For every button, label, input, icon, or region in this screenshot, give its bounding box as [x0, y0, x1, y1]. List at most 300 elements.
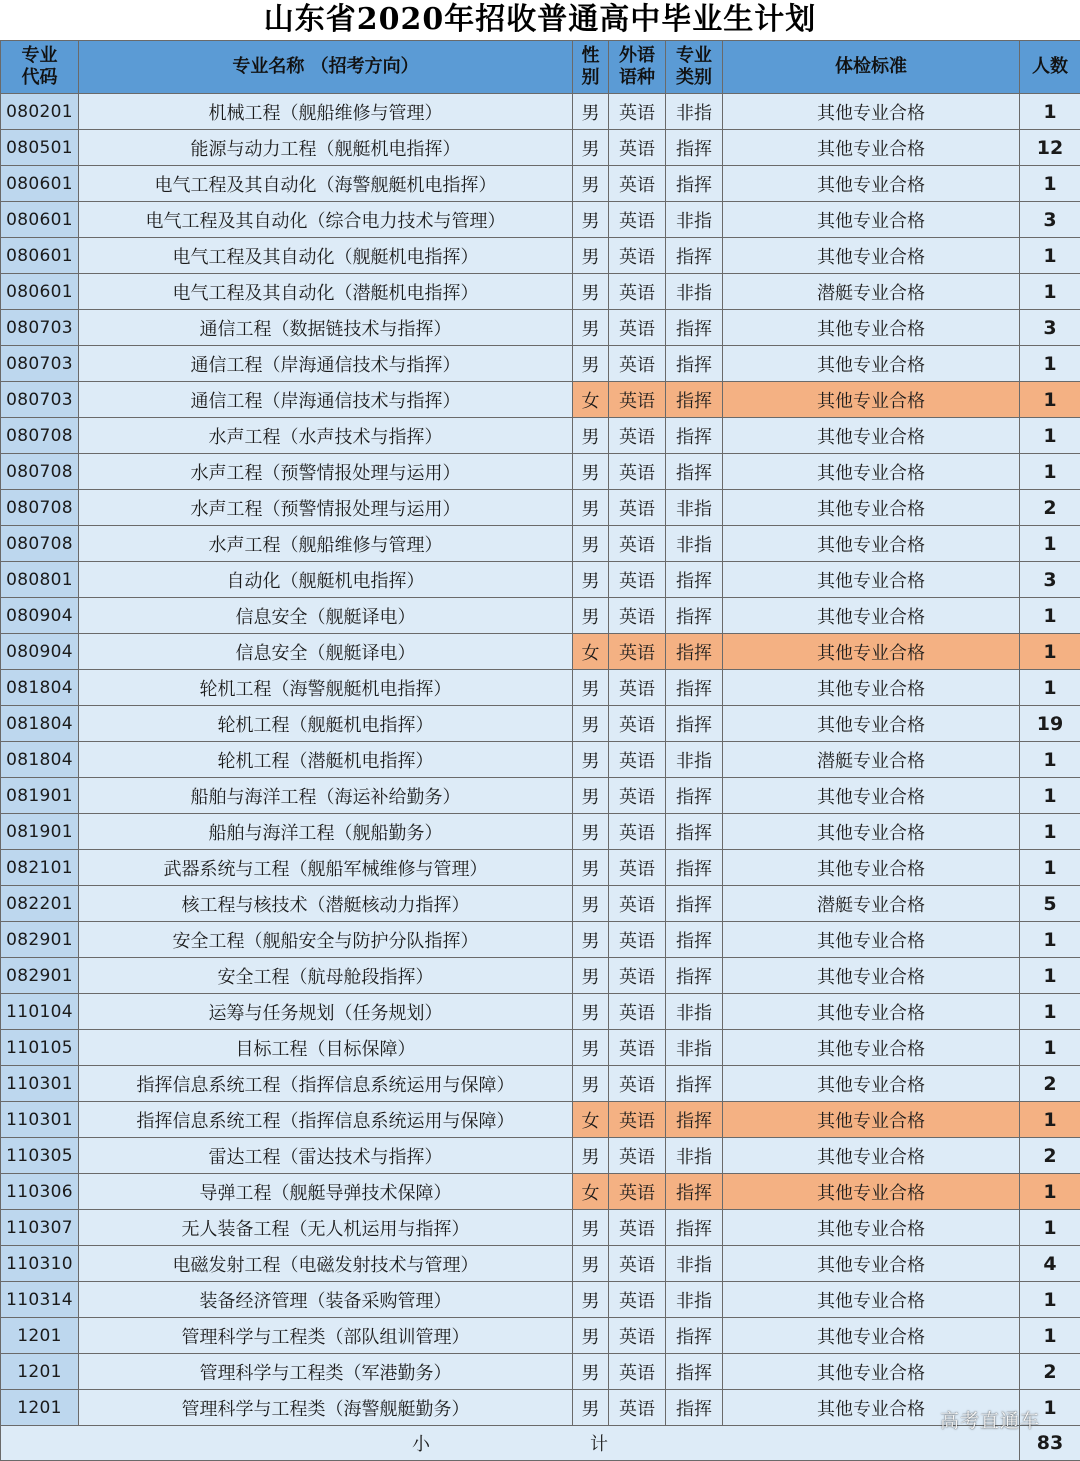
cell-physical: 其他专业合格 [723, 1390, 1020, 1426]
cell-gender: 女 [573, 1174, 609, 1210]
cell-category: 非指 [666, 1030, 723, 1066]
table-row [1, 1318, 1080, 1354]
cell-category: 指挥 [666, 1354, 723, 1390]
cell-code: 082901 [1, 922, 79, 958]
cell-count: 1 [1020, 958, 1080, 994]
cell-physical: 其他专业合格 [723, 1318, 1020, 1354]
cell-count: 2 [1020, 490, 1080, 526]
cell-gender: 男 [573, 130, 609, 166]
cell-language: 英语 [609, 958, 666, 994]
cell-code: 081804 [1, 670, 79, 706]
cell-code: 080703 [1, 382, 79, 418]
cell-code: 080601 [1, 274, 79, 310]
cell-category: 指挥 [666, 1318, 723, 1354]
table-row [1, 634, 1080, 670]
header-gender: 性 别 [573, 41, 609, 94]
cell-count: 3 [1020, 202, 1080, 238]
cell-category: 指挥 [666, 418, 723, 454]
cell-gender: 男 [573, 346, 609, 382]
cell-name: 水声工程（预警情报处理与运用） [79, 490, 573, 526]
cell-gender: 女 [573, 634, 609, 670]
cell-physical: 其他专业合格 [723, 346, 1020, 382]
cell-category: 指挥 [666, 238, 723, 274]
cell-language: 英语 [609, 490, 666, 526]
cell-language: 英语 [609, 1246, 666, 1282]
cell-code: 080708 [1, 454, 79, 490]
cell-gender: 男 [573, 1030, 609, 1066]
cell-physical: 其他专业合格 [723, 418, 1020, 454]
table-row [1, 310, 1080, 346]
table-row [1, 778, 1080, 814]
cell-category: 非指 [666, 94, 723, 130]
header-code: 专业 代码 [1, 41, 79, 94]
cell-count: 1 [1020, 94, 1080, 130]
cell-language: 英语 [609, 1030, 666, 1066]
cell-category: 指挥 [666, 958, 723, 994]
cell-category: 指挥 [666, 922, 723, 958]
cell-category: 指挥 [666, 454, 723, 490]
subtotal-total: 83 [1020, 1426, 1080, 1461]
cell-language: 英语 [609, 670, 666, 706]
cell-physical: 其他专业合格 [723, 778, 1020, 814]
cell-count: 1 [1020, 742, 1080, 778]
table-row [1, 1390, 1080, 1426]
cell-code: 110307 [1, 1210, 79, 1246]
cell-category: 指挥 [666, 1390, 723, 1426]
cell-language: 英语 [609, 526, 666, 562]
cell-physical: 潜艇专业合格 [723, 886, 1020, 922]
cell-language: 英语 [609, 598, 666, 634]
cell-gender: 男 [573, 166, 609, 202]
cell-physical: 其他专业合格 [723, 238, 1020, 274]
header-name: 专业名称 （招考方向） [79, 41, 573, 94]
cell-category: 指挥 [666, 598, 723, 634]
cell-physical: 其他专业合格 [723, 94, 1020, 130]
cell-gender: 男 [573, 454, 609, 490]
table-row [1, 850, 1080, 886]
cell-language: 英语 [609, 886, 666, 922]
cell-name: 无人装备工程（无人机运用与指挥） [79, 1210, 573, 1246]
cell-name: 电气工程及其自动化（潜艇机电指挥） [79, 274, 573, 310]
cell-language: 英语 [609, 94, 666, 130]
cell-name: 指挥信息系统工程（指挥信息系统运用与保障） [79, 1102, 573, 1138]
cell-category: 指挥 [666, 310, 723, 346]
cell-count: 3 [1020, 310, 1080, 346]
subtotal-label-left: 小 [412, 1430, 430, 1456]
cell-language: 英语 [609, 418, 666, 454]
cell-name: 水声工程（预警情报处理与运用） [79, 454, 573, 490]
cell-name: 核工程与核技术（潜艇核动力指挥） [79, 886, 573, 922]
cell-category: 非指 [666, 490, 723, 526]
cell-count: 1 [1020, 1102, 1080, 1138]
cell-code: 080904 [1, 634, 79, 670]
cell-name: 电气工程及其自动化（海警舰艇机电指挥） [79, 166, 573, 202]
cell-category: 指挥 [666, 814, 723, 850]
table-row [1, 130, 1080, 166]
table-row [1, 1174, 1080, 1210]
cell-language: 英语 [609, 634, 666, 670]
cell-name: 装备经济管理（装备采购管理） [79, 1282, 573, 1318]
cell-code: 080601 [1, 202, 79, 238]
cell-count: 1 [1020, 778, 1080, 814]
cell-category: 指挥 [666, 1174, 723, 1210]
cell-gender: 男 [573, 706, 609, 742]
cell-code: 080501 [1, 130, 79, 166]
table-row [1, 1102, 1080, 1138]
cell-name: 信息安全（舰艇译电） [79, 634, 573, 670]
table-row [1, 886, 1080, 922]
cell-category: 指挥 [666, 886, 723, 922]
cell-name: 目标工程（目标保障） [79, 1030, 573, 1066]
cell-gender: 男 [573, 562, 609, 598]
cell-gender: 男 [573, 1282, 609, 1318]
cell-gender: 男 [573, 958, 609, 994]
cell-category: 指挥 [666, 382, 723, 418]
cell-gender: 男 [573, 238, 609, 274]
table-row [1, 202, 1080, 238]
cell-physical: 其他专业合格 [723, 1102, 1020, 1138]
cell-physical: 其他专业合格 [723, 1138, 1020, 1174]
table-row [1, 1354, 1080, 1390]
cell-code: 080703 [1, 310, 79, 346]
cell-name: 能源与动力工程（舰艇机电指挥） [79, 130, 573, 166]
cell-gender: 男 [573, 922, 609, 958]
cell-language: 英语 [609, 814, 666, 850]
cell-name: 通信工程（岸海通信技术与指挥） [79, 346, 573, 382]
cell-name: 机械工程（舰船维修与管理） [79, 94, 573, 130]
cell-count: 1 [1020, 346, 1080, 382]
watermark: 高考直通车 [940, 1406, 1040, 1433]
cell-code: 082901 [1, 958, 79, 994]
cell-code: 110104 [1, 994, 79, 1030]
table-row [1, 1030, 1080, 1066]
table-row [1, 238, 1080, 274]
table-body [1, 94, 1080, 1426]
cell-code: 110310 [1, 1246, 79, 1282]
cell-language: 英语 [609, 1210, 666, 1246]
cell-language: 英语 [609, 1102, 666, 1138]
cell-name: 电气工程及其自动化（舰艇机电指挥） [79, 238, 573, 274]
cell-category: 指挥 [666, 1066, 723, 1102]
cell-gender: 男 [573, 850, 609, 886]
cell-code: 081901 [1, 814, 79, 850]
cell-name: 信息安全（舰艇译电） [79, 598, 573, 634]
cell-count: 1 [1020, 1282, 1080, 1318]
cell-physical: 其他专业合格 [723, 202, 1020, 238]
cell-physical: 其他专业合格 [723, 958, 1020, 994]
cell-code: 080708 [1, 418, 79, 454]
cell-physical: 其他专业合格 [723, 706, 1020, 742]
cell-gender: 男 [573, 994, 609, 1030]
cell-gender: 男 [573, 490, 609, 526]
cell-gender: 男 [573, 310, 609, 346]
cell-name: 管理科学与工程类（部队组训管理） [79, 1318, 573, 1354]
cell-physical: 其他专业合格 [723, 490, 1020, 526]
cell-physical: 其他专业合格 [723, 598, 1020, 634]
cell-name: 自动化（舰艇机电指挥） [79, 562, 573, 598]
cell-language: 英语 [609, 346, 666, 382]
cell-language: 英语 [609, 778, 666, 814]
cell-code: 082201 [1, 886, 79, 922]
cell-name: 水声工程（舰船维修与管理） [79, 526, 573, 562]
table-row [1, 922, 1080, 958]
cell-physical: 其他专业合格 [723, 1246, 1020, 1282]
cell-category: 非指 [666, 994, 723, 1030]
table-row [1, 706, 1080, 742]
cell-language: 英语 [609, 1318, 666, 1354]
table-row [1, 490, 1080, 526]
cell-category: 非指 [666, 742, 723, 778]
cell-count: 5 [1020, 886, 1080, 922]
cell-name: 电磁发射工程（电磁发射技术与管理） [79, 1246, 573, 1282]
table-row [1, 1066, 1080, 1102]
cell-code: 1201 [1, 1390, 79, 1426]
cell-count: 1 [1020, 526, 1080, 562]
table-row [1, 670, 1080, 706]
cell-code: 080703 [1, 346, 79, 382]
cell-code: 110305 [1, 1138, 79, 1174]
cell-physical: 其他专业合格 [723, 994, 1020, 1030]
cell-count: 1 [1020, 238, 1080, 274]
cell-name: 轮机工程（舰艇机电指挥） [79, 706, 573, 742]
cell-category: 指挥 [666, 634, 723, 670]
cell-category: 非指 [666, 1246, 723, 1282]
cell-physical: 其他专业合格 [723, 382, 1020, 418]
cell-code: 080201 [1, 94, 79, 130]
cell-gender: 男 [573, 1066, 609, 1102]
cell-count: 1 [1020, 670, 1080, 706]
cell-language: 英语 [609, 922, 666, 958]
cell-name: 船舶与海洋工程（海运补给勤务） [79, 778, 573, 814]
cell-count: 3 [1020, 562, 1080, 598]
cell-code: 081804 [1, 706, 79, 742]
cell-name: 管理科学与工程类（军港勤务） [79, 1354, 573, 1390]
cell-language: 英语 [609, 454, 666, 490]
page-title: 山东省2020年招收普通高中毕业生计划 [0, 0, 1080, 40]
cell-physical: 其他专业合格 [723, 670, 1020, 706]
cell-code: 081901 [1, 778, 79, 814]
table-row [1, 382, 1080, 418]
header-language: 外语 语种 [609, 41, 666, 94]
cell-physical: 其他专业合格 [723, 166, 1020, 202]
cell-category: 指挥 [666, 670, 723, 706]
cell-gender: 男 [573, 94, 609, 130]
cell-category: 指挥 [666, 130, 723, 166]
cell-count: 1 [1020, 850, 1080, 886]
cell-gender: 女 [573, 382, 609, 418]
subtotal-row [1, 1426, 1080, 1461]
cell-count: 1 [1020, 166, 1080, 202]
table-row [1, 994, 1080, 1030]
cell-count: 1 [1020, 454, 1080, 490]
table-row [1, 1282, 1080, 1318]
cell-language: 英语 [609, 238, 666, 274]
table-row [1, 94, 1080, 130]
cell-code: 080801 [1, 562, 79, 598]
cell-name: 通信工程（岸海通信技术与指挥） [79, 382, 573, 418]
cell-count: 1 [1020, 598, 1080, 634]
cell-physical: 其他专业合格 [723, 1210, 1020, 1246]
cell-code: 080601 [1, 238, 79, 274]
cell-language: 英语 [609, 742, 666, 778]
table-row [1, 166, 1080, 202]
cell-name: 水声工程（水声技术与指挥） [79, 418, 573, 454]
header-count: 人数 [1020, 41, 1080, 94]
cell-name: 指挥信息系统工程（指挥信息系统运用与保障） [79, 1066, 573, 1102]
cell-category: 非指 [666, 526, 723, 562]
enrollment-plan-table [0, 40, 1080, 1461]
cell-category: 非指 [666, 1138, 723, 1174]
cell-gender: 男 [573, 1210, 609, 1246]
cell-physical: 其他专业合格 [723, 1174, 1020, 1210]
cell-code: 082101 [1, 850, 79, 886]
table-header-row [1, 41, 1080, 94]
cell-physical: 其他专业合格 [723, 922, 1020, 958]
cell-code: 080904 [1, 598, 79, 634]
cell-name: 电气工程及其自动化（综合电力技术与管理） [79, 202, 573, 238]
cell-category: 非指 [666, 274, 723, 310]
cell-code: 080601 [1, 166, 79, 202]
cell-category: 指挥 [666, 1210, 723, 1246]
cell-gender: 男 [573, 418, 609, 454]
cell-language: 英语 [609, 1354, 666, 1390]
cell-physical: 其他专业合格 [723, 454, 1020, 490]
cell-category: 非指 [666, 202, 723, 238]
cell-gender: 男 [573, 1390, 609, 1426]
cell-gender: 男 [573, 202, 609, 238]
cell-physical: 其他专业合格 [723, 850, 1020, 886]
cell-gender: 男 [573, 814, 609, 850]
table-row [1, 598, 1080, 634]
cell-count: 1 [1020, 382, 1080, 418]
cell-physical: 其他专业合格 [723, 526, 1020, 562]
cell-language: 英语 [609, 130, 666, 166]
cell-count: 1 [1020, 1210, 1080, 1246]
cell-gender: 男 [573, 1246, 609, 1282]
cell-code: 1201 [1, 1354, 79, 1390]
cell-physical: 其他专业合格 [723, 1282, 1020, 1318]
cell-gender: 男 [573, 1318, 609, 1354]
cell-category: 指挥 [666, 850, 723, 886]
cell-language: 英语 [609, 994, 666, 1030]
table-row [1, 958, 1080, 994]
table-row [1, 418, 1080, 454]
cell-language: 英语 [609, 1138, 666, 1174]
header-physical: 体检标准 [723, 41, 1020, 94]
cell-name: 导弹工程（舰艇导弹技术保障） [79, 1174, 573, 1210]
cell-gender: 男 [573, 778, 609, 814]
cell-count: 1 [1020, 274, 1080, 310]
cell-physical: 潜艇专业合格 [723, 742, 1020, 778]
cell-code: 080708 [1, 526, 79, 562]
cell-physical: 其他专业合格 [723, 1066, 1020, 1102]
cell-count: 12 [1020, 130, 1080, 166]
cell-name: 管理科学与工程类（海警舰艇勤务） [79, 1390, 573, 1426]
cell-count: 1 [1020, 418, 1080, 454]
cell-category: 指挥 [666, 1102, 723, 1138]
cell-count: 1 [1020, 1030, 1080, 1066]
cell-gender: 女 [573, 1102, 609, 1138]
cell-code: 080708 [1, 490, 79, 526]
cell-language: 英语 [609, 1174, 666, 1210]
cell-language: 英语 [609, 1066, 666, 1102]
table-row [1, 526, 1080, 562]
cell-physical: 其他专业合格 [723, 562, 1020, 598]
cell-count: 1 [1020, 814, 1080, 850]
cell-gender: 男 [573, 598, 609, 634]
cell-count: 1 [1020, 1174, 1080, 1210]
cell-code: 081804 [1, 742, 79, 778]
cell-name: 轮机工程（海警舰艇机电指挥） [79, 670, 573, 706]
cell-name: 安全工程（舰船安全与防护分队指挥） [79, 922, 573, 958]
table-row [1, 346, 1080, 382]
cell-count: 1 [1020, 922, 1080, 958]
cell-category: 非指 [666, 1282, 723, 1318]
cell-count: 2 [1020, 1138, 1080, 1174]
cell-code: 110301 [1, 1102, 79, 1138]
cell-name: 武器系统与工程（舰船军械维修与管理） [79, 850, 573, 886]
subtotal-label [1, 1426, 1020, 1461]
cell-gender: 男 [573, 526, 609, 562]
cell-category: 指挥 [666, 706, 723, 742]
cell-gender: 男 [573, 1138, 609, 1174]
cell-language: 英语 [609, 202, 666, 238]
cell-count: 19 [1020, 706, 1080, 742]
cell-category: 指挥 [666, 346, 723, 382]
table-row [1, 1138, 1080, 1174]
cell-language: 英语 [609, 562, 666, 598]
header-category: 专业 类别 [666, 41, 723, 94]
cell-physical: 潜艇专业合格 [723, 274, 1020, 310]
cell-count: 1 [1020, 1390, 1080, 1426]
cell-gender: 男 [573, 670, 609, 706]
cell-count: 4 [1020, 1246, 1080, 1282]
cell-category: 指挥 [666, 778, 723, 814]
cell-language: 英语 [609, 166, 666, 202]
cell-physical: 其他专业合格 [723, 130, 1020, 166]
cell-code: 110314 [1, 1282, 79, 1318]
cell-code: 110105 [1, 1030, 79, 1066]
cell-name: 雷达工程（雷达技术与指挥） [79, 1138, 573, 1174]
cell-count: 1 [1020, 994, 1080, 1030]
table-row [1, 1246, 1080, 1282]
cell-code: 1201 [1, 1318, 79, 1354]
cell-language: 英语 [609, 1390, 666, 1426]
subtotal-label-right: 计 [590, 1430, 608, 1456]
cell-gender: 男 [573, 274, 609, 310]
cell-language: 英语 [609, 274, 666, 310]
table-row [1, 742, 1080, 778]
table-row [1, 814, 1080, 850]
cell-name: 轮机工程（潜艇机电指挥） [79, 742, 573, 778]
cell-language: 英语 [609, 310, 666, 346]
cell-physical: 其他专业合格 [723, 1354, 1020, 1390]
table-row [1, 274, 1080, 310]
cell-language: 英语 [609, 382, 666, 418]
table-row [1, 1210, 1080, 1246]
cell-count: 1 [1020, 1318, 1080, 1354]
cell-code: 110301 [1, 1066, 79, 1102]
cell-language: 英语 [609, 850, 666, 886]
cell-gender: 男 [573, 742, 609, 778]
cell-physical: 其他专业合格 [723, 310, 1020, 346]
cell-name: 船舶与海洋工程（舰船勤务） [79, 814, 573, 850]
cell-name: 安全工程（航母舱段指挥） [79, 958, 573, 994]
cell-code: 110306 [1, 1174, 79, 1210]
cell-physical: 其他专业合格 [723, 1030, 1020, 1066]
cell-name: 运筹与任务规划（任务规划） [79, 994, 573, 1030]
cell-gender: 男 [573, 1354, 609, 1390]
